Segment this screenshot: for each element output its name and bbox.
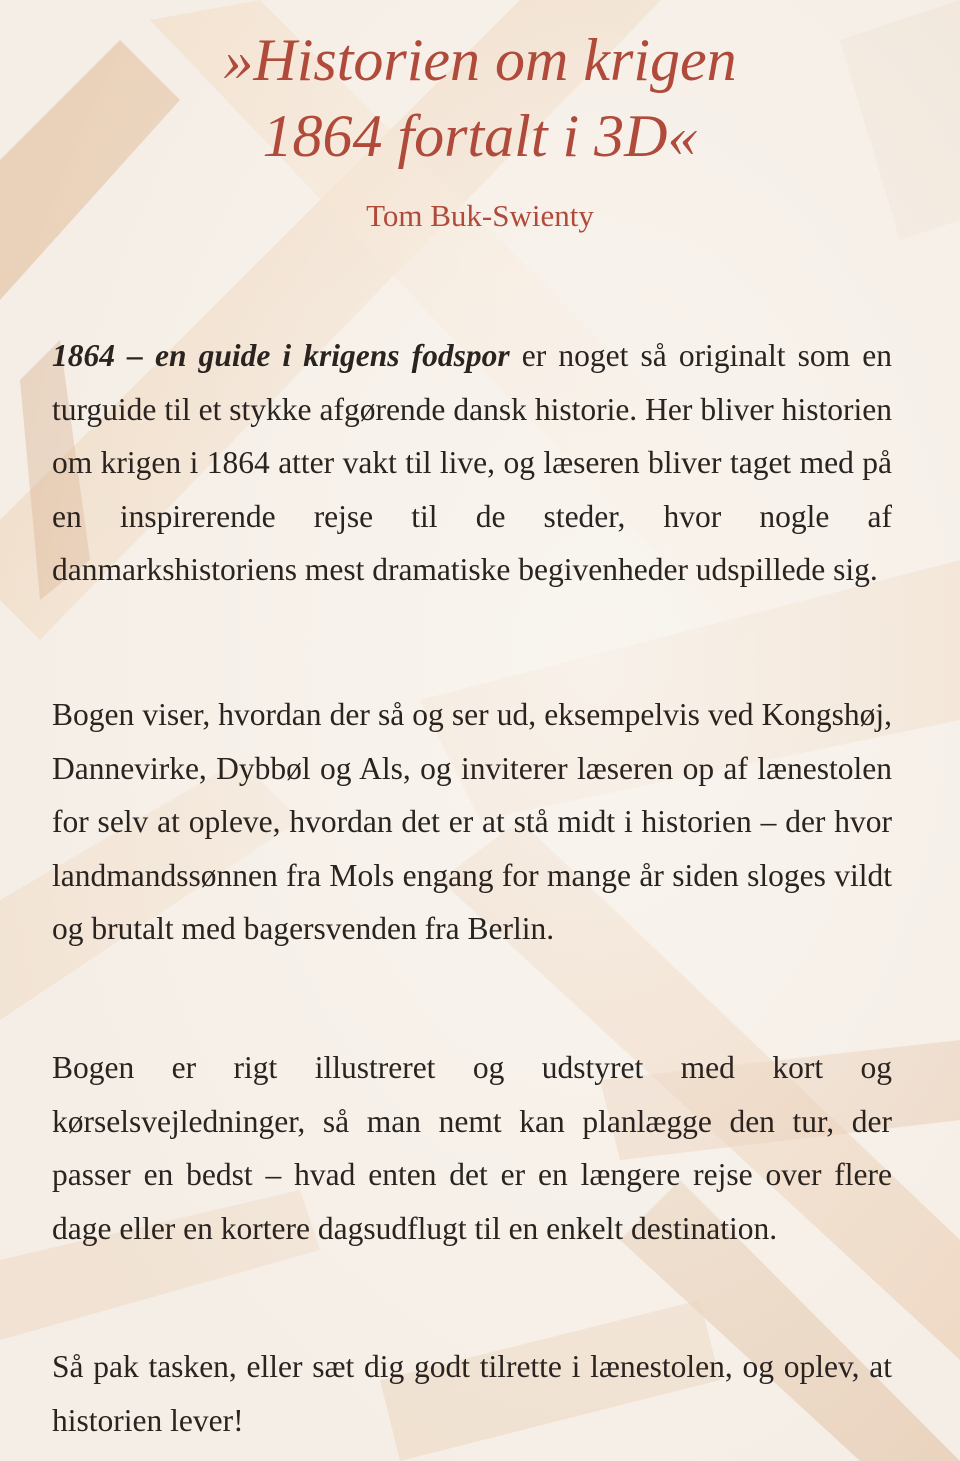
paragraph-closing: Så pak tasken, eller sæt dig godt tilrette i lænestolen, og oplev, at historien lever! — [52, 1349, 892, 1438]
paragraph-intro — [52, 329, 892, 597]
quote-author: Tom Buk-Swienty — [366, 198, 594, 233]
paragraph-illustrations: Bogen er rigt illustreret og udstyret med kort og kørselsvejledninger, så man nemt kan planlægge den tur, der passer en bedst – hvad enten det er en længere rejse over flere dage eller en kortere dagsudflugt til en enkelt destination. — [52, 1050, 892, 1246]
quote-title-line-2: 1864 fortalt i 3D« — [262, 103, 698, 169]
quote-title-line-1: »Historien om krigen — [223, 27, 737, 93]
quote-title — [0, 22, 960, 174]
paragraph-locations: Bogen viser, hvordan der så og ser ud, eksempelvis ved Kongshøj, Dannevirke, Dybbøl og Als, og inviterer læseren op af lænestolen for selv at opleve, hvordan det er at stå midt i historien – der hvor landmandssønnen fra Mols engang for mange år siden sloges vildt og brutalt med bagersvenden fra Berlin. — [52, 697, 892, 946]
book-title-emphasis: 1864 – en guide i krigens fodspor — [52, 338, 510, 373]
paragraph-intro-text: er noget så originalt som en turguide til et stykke afgørende dansk historie. Her bliver historien om krigen i 1864 atter vakt til live, og læseren bliver taget med på en inspirerende rejse til de steder, hvor nogle af danmarkshistoriens mest dramatiske begivenheder udspillede sig. — [52, 338, 892, 587]
